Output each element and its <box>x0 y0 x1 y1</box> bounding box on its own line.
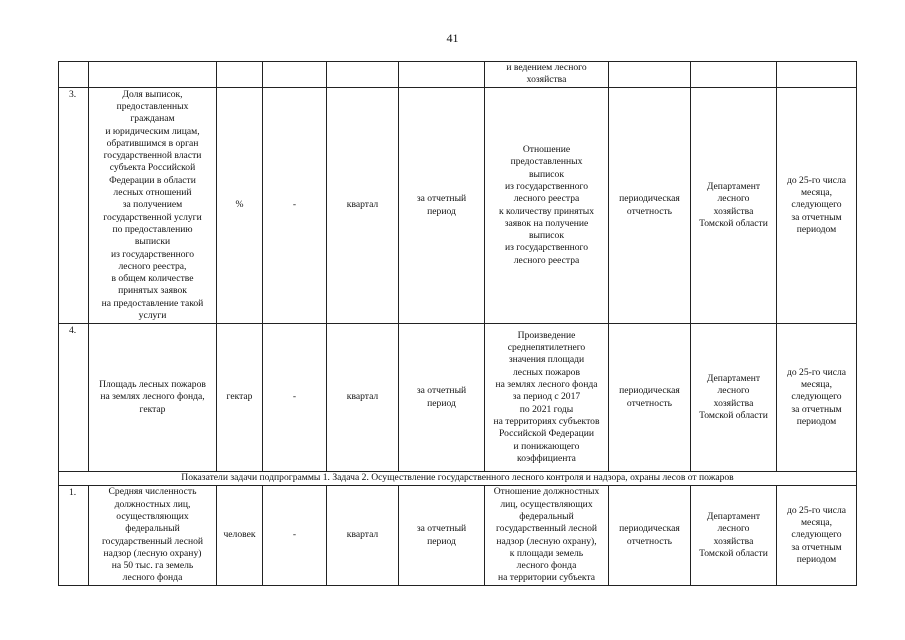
cell-dash: - <box>263 486 327 586</box>
cell-time-characteristic: за отчетный период <box>399 88 485 324</box>
cell-dash: - <box>263 324 327 472</box>
cell-method: Произведение среднепятилетнего значения площади лесных пожаров на землях лесного фонда за период с 2017 по 2021 годы на территориях субъектов Российской Федерации и понижающего коэффициента <box>485 324 609 472</box>
cell-unit: % <box>217 88 263 324</box>
cell-periodicity: квартал <box>327 88 399 324</box>
cell-time-characteristic <box>399 62 485 88</box>
cell-indicator <box>89 62 217 88</box>
cell-unit <box>217 62 263 88</box>
cell-time-characteristic: за отчетный период <box>399 324 485 472</box>
page-number: 41 <box>446 31 459 45</box>
cell-num: 3. <box>59 88 89 324</box>
cell-deadline: до 25-го числа месяца, следующего за отчетным периодом <box>777 88 857 324</box>
cell-unit: гектар <box>217 324 263 472</box>
table-row <box>59 486 857 586</box>
cell-num: 4. <box>59 324 89 472</box>
cell-responsible: Департамент лесного хозяйства Томской области <box>691 324 777 472</box>
cell-periodicity: квартал <box>327 324 399 472</box>
table-row-continuation <box>59 62 857 88</box>
cell-dash <box>263 62 327 88</box>
cell-deadline: до 25-го числа месяца, следующего за отчетным периодом <box>777 486 857 586</box>
cell-indicator: Средняя численность должностных лиц, осуществляющих федеральный государственный лесной надзор (лесную охрану) на 50 тыс. га земель лесного фонда <box>89 486 217 586</box>
cell-num <box>59 62 89 88</box>
cell-source: периодическая отчетность <box>609 88 691 324</box>
cell-dash: - <box>263 88 327 324</box>
cell-source: периодическая отчетность <box>609 324 691 472</box>
cell-indicator: Площадь лесных пожаров на землях лесного фонда, гектар <box>89 324 217 472</box>
section-header: Показатели задачи подпрограммы 1. Задача 2. Осуществление государственного лесного контроля и надзора, охраны лесов от пожаров <box>59 472 857 486</box>
cell-responsible: Департамент лесного хозяйства Томской области <box>691 88 777 324</box>
cell-deadline <box>777 62 857 88</box>
cell-periodicity: квартал <box>327 486 399 586</box>
cell-periodicity <box>327 62 399 88</box>
cell-time-characteristic: за отчетный период <box>399 486 485 586</box>
cell-responsible <box>691 62 777 88</box>
cell-method: Отношение должностных лиц, осуществляющих федеральный государственный лесной надзор (лесную охрану), к площади земель лесного фонда на территории субъекта <box>485 486 609 586</box>
cell-method: Отношение предоставленных выписок из государственного лесного реестра к количеству принятых заявок на получение выписок из государственного лесного реестра <box>485 88 609 324</box>
cell-deadline: до 25-го числа месяца, следующего за отчетным периодом <box>777 324 857 472</box>
cell-unit: человек <box>217 486 263 586</box>
section-header-row <box>59 472 857 486</box>
cell-indicator: Доля выписок, предоставленных гражданам и юридическим лицам, обратившимся в орган государственной власти субъекта Российской Федерации в области лесных отношений за получением государственной услуги по предоставлению выписки из государственного лесного реестра, в общем количестве принятых заявок на предоставление такой услуги <box>89 88 217 324</box>
cell-method: и ведением лесного хозяйства <box>485 62 609 88</box>
table-row <box>59 88 857 324</box>
cell-responsible: Департамент лесного хозяйства Томской области <box>691 486 777 586</box>
cell-source: периодическая отчетность <box>609 486 691 586</box>
cell-num: 1. <box>59 486 89 586</box>
indicators-table <box>58 61 857 586</box>
table-row <box>59 324 857 472</box>
cell-source <box>609 62 691 88</box>
